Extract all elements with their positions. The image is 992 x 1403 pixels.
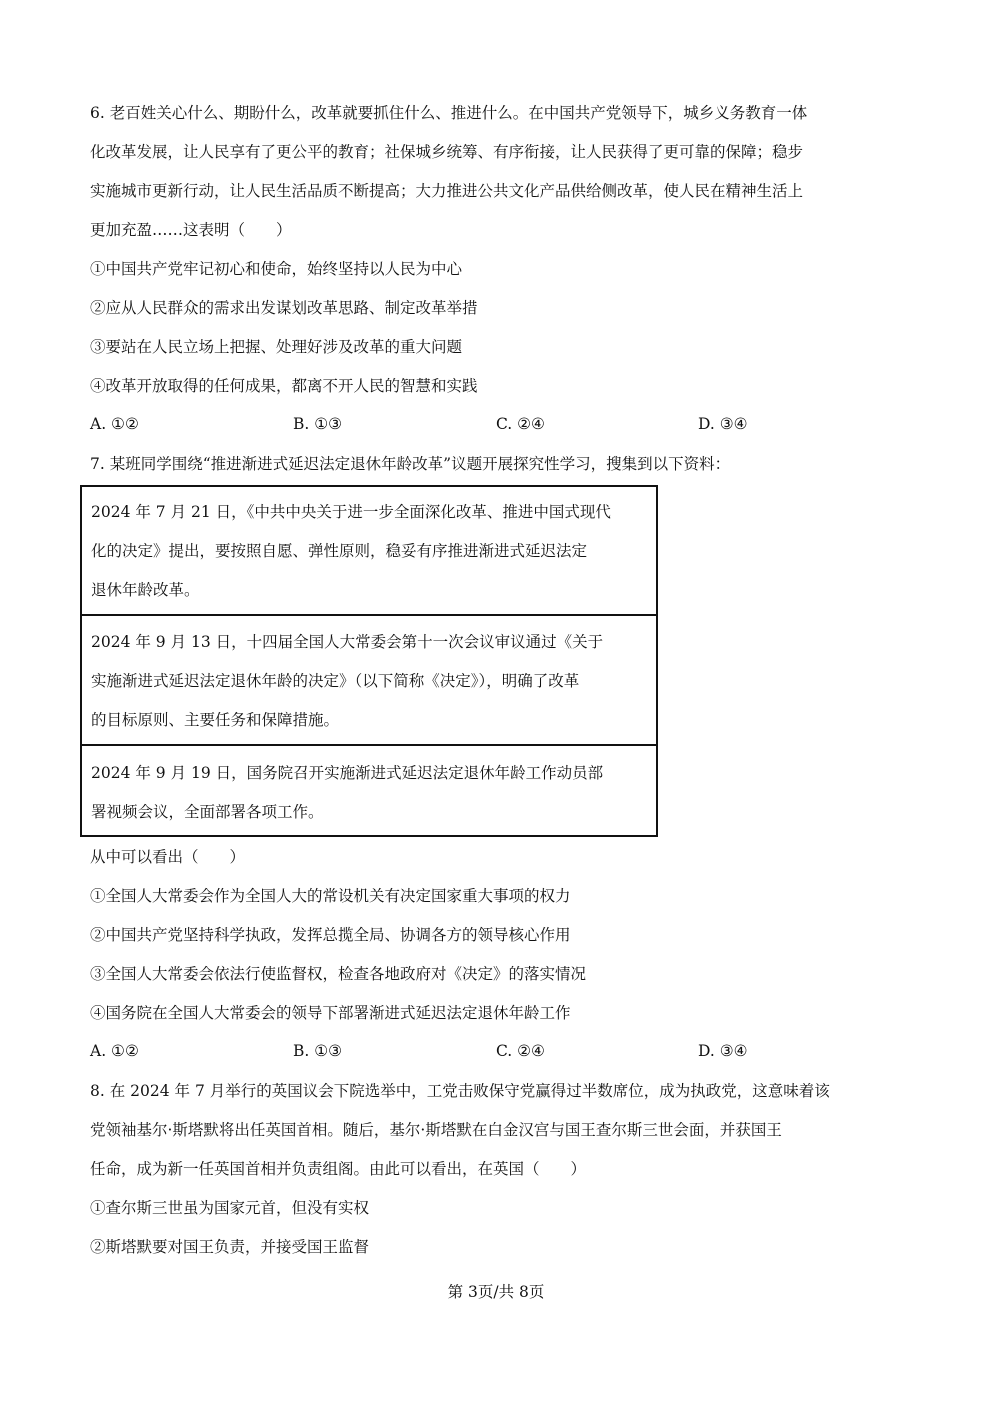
q6-option-a[interactable]: A. ①② xyxy=(90,415,139,433)
q6-option-b[interactable]: B. ①③ xyxy=(293,415,343,433)
q8-item-1: ①查尔斯三世虽为国家元首，但没有实权 xyxy=(90,1199,370,1217)
q6-item-1: ①中国共产党牢记初心和使命，始终坚持以人民为中心 xyxy=(90,260,463,278)
q7-option-b[interactable]: B. ①③ xyxy=(293,1042,343,1060)
q7-options xyxy=(90,1042,905,1062)
q7-item-2: ②中国共产党坚持科学执政，发挥总揽全局、协调各方的领导核心作用 xyxy=(90,926,571,944)
q7-material-box-3 xyxy=(80,744,658,837)
q6-stem-line-1: 6. 老百姓关心什么、期盼什么，改革就要抓住什么、推进什么。在中国共产党领导下，城乡义务教育一体 xyxy=(90,104,808,122)
q7-box1-line-1: 2024 年 7 月 21 日，《中共中央关于进一步全面深化改革、推进中国式现代 xyxy=(91,503,611,521)
q6-item-4: ④改革开放取得的任何成果，都离不开人民的智慧和实践 xyxy=(90,377,478,395)
q8-stem-line-3: 任命，成为新一任英国首相并负责组阁。由此可以看出，在英国（ ） xyxy=(90,1160,587,1178)
q6-stem-line-2: 化改革发展，让人民享有了更公平的教育；社保城乡统筹、有序衔接，让人民获得了更可靠的保障；稳步 xyxy=(90,143,804,161)
q7-item-4: ④国务院在全国人大常委会的领导下部署渐进式延迟法定退休年龄工作 xyxy=(90,1004,571,1022)
q7-box3-line-2: 署视频会议，全面部署各项工作。 xyxy=(91,803,324,821)
q7-material-box-2 xyxy=(80,614,658,746)
q7-material-box-1 xyxy=(80,485,658,616)
q6-item-3: ③要站在人民立场上把握、处理好涉及改革的重大问题 xyxy=(90,338,463,356)
q6-stem-line-3: 实施城市更新行动，让人民生活品质不断提高；大力推进公共文化产品供给侧改革，使人民在精神生活上 xyxy=(90,182,804,200)
q7-option-d[interactable]: D. ③④ xyxy=(698,1042,748,1060)
q7-box1-line-2: 化的决定》提出，要按照自愿、弹性原则，稳妥有序推进渐进式延迟法定 xyxy=(91,542,588,560)
q8-stem-line-2: 党领袖基尔·斯塔默将出任英国首相。随后，基尔·斯塔默在白金汉宫与国王查尔斯三世会面，并获国王 xyxy=(90,1121,782,1139)
q7-box2-line-1: 2024 年 9 月 13 日，十四届全国人大常委会第十一次会议审议通过《关于 xyxy=(91,633,604,651)
q6-option-c[interactable]: C. ②④ xyxy=(496,415,545,433)
q7-box3-line-1: 2024 年 9 月 19 日，国务院召开实施渐进式延迟法定退休年龄工作动员部 xyxy=(91,764,604,782)
q8-item-2: ②斯塔默要对国王负责，并接受国王监督 xyxy=(90,1238,370,1256)
q7-option-a[interactable]: A. ①② xyxy=(90,1042,139,1060)
q6-stem-line-4: 更加充盈……这表明（ ） xyxy=(90,221,292,239)
q6-option-d[interactable]: D. ③④ xyxy=(698,415,748,433)
q7-box2-line-2: 实施渐进式延迟法定退休年龄的决定》（以下简称《决定》），明确了改革 xyxy=(91,672,580,690)
q6-options xyxy=(90,415,905,435)
q7-option-c[interactable]: C. ②④ xyxy=(496,1042,545,1060)
q7-box1-line-3: 退休年龄改革。 xyxy=(91,581,200,599)
q6-item-2: ②应从人民群众的需求出发谋划改革思路、制定改革举措 xyxy=(90,299,478,317)
q7-stem: 7. 某班同学围绕“推进渐进式延迟法定退休年龄改革”议题开展探究性学习，搜集到以下资料： xyxy=(90,455,731,473)
q7-item-1: ①全国人大常委会作为全国人大的常设机关有决定国家重大事项的权力 xyxy=(90,887,571,905)
q7-box2-line-3: 的目标原则、主要任务和保障措施。 xyxy=(91,711,340,729)
page-number-footer: 第 3页/共 8页 xyxy=(447,1283,545,1301)
q7-question: 从中可以看出（ ） xyxy=(90,848,246,866)
q7-item-3: ③全国人大常委会依法行使监督权，检查各地政府对《决定》的落实情况 xyxy=(90,965,587,983)
q8-stem-line-1: 8. 在 2024 年 7 月举行的英国议会下院选举中，工党击败保守党赢得过半数席位，成为执政党，这意味着该 xyxy=(90,1082,830,1100)
